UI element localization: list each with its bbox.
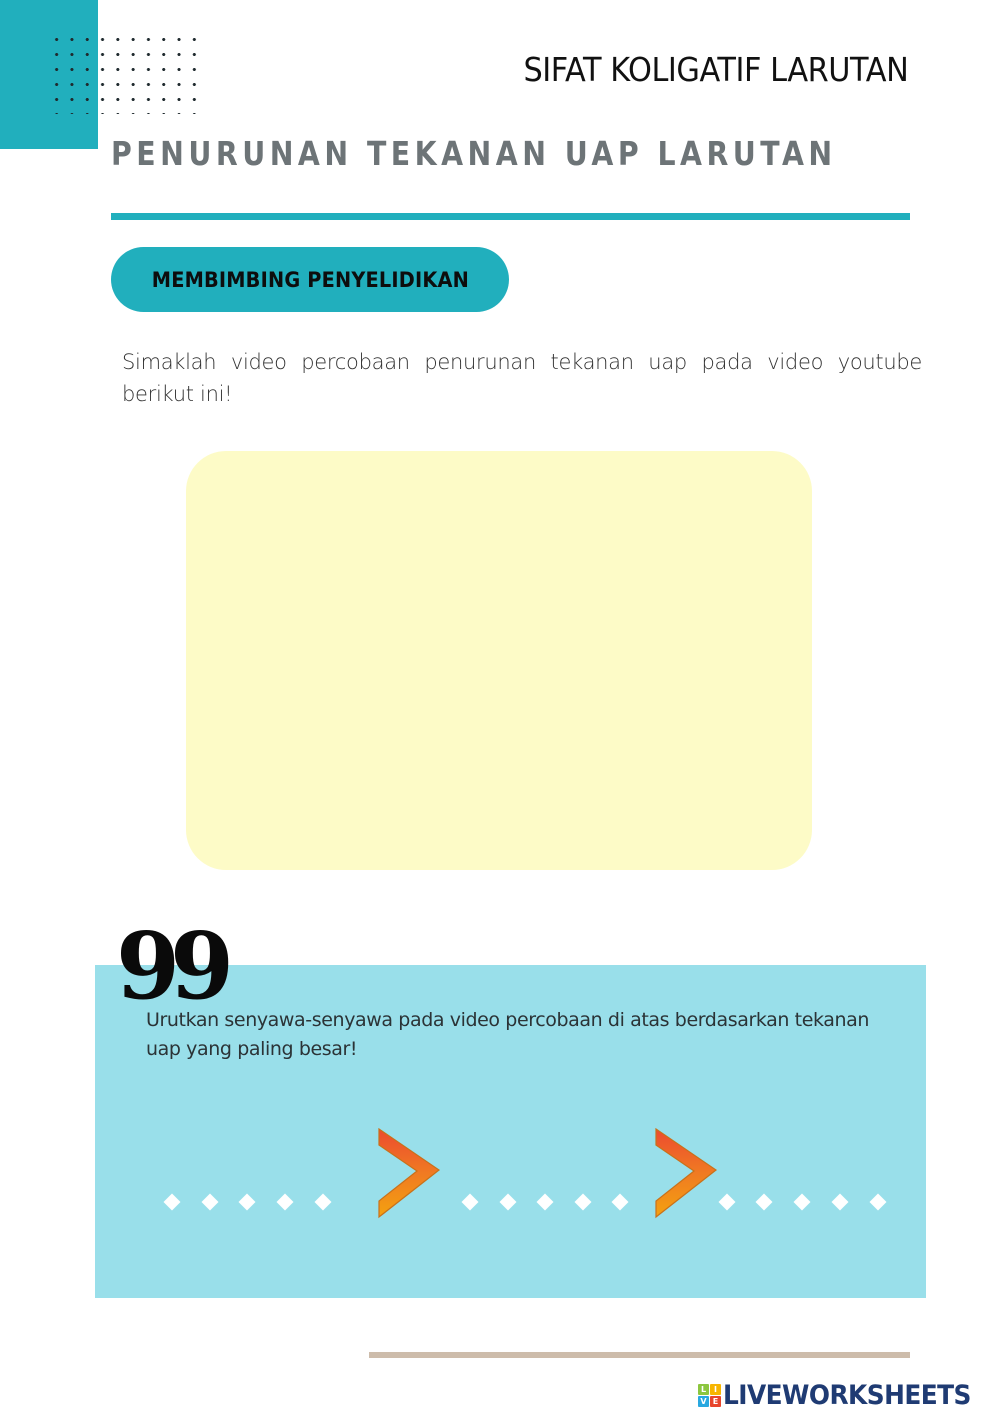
heading-divider [111,213,910,220]
dot-diamond [239,1194,256,1211]
section-badge [111,247,509,312]
dot-diamond [537,1194,554,1211]
dot-diamond [462,1194,479,1211]
greater-than-chevron-icon [377,1127,441,1219]
subject-title: SIFAT KOLIGATIF LARUTAN [523,50,908,89]
answer-slot-2[interactable] [458,1190,638,1214]
video-embed-placeholder[interactable] [186,451,812,870]
brand-icon-letter-e: E [710,1396,721,1407]
task-instruction: Urutkan senyawa-senyawa pada video percobaan di atas berdasarkan tekanan uap yang paling besar! [146,1009,870,1060]
live-blocks-icon [698,1384,721,1407]
brand-icon-letter-i: I [710,1384,721,1395]
dot-diamond [612,1194,629,1211]
brand-icon-letter-v: V [698,1396,709,1407]
dot-diamond [277,1194,294,1211]
dot-diamond [164,1194,181,1211]
answer-slot-3[interactable] [715,1190,895,1214]
liveworksheets-logo[interactable] [698,1380,992,1411]
dot-diamond [500,1194,517,1211]
footer-divider [369,1352,910,1358]
greater-than-chevron-icon [654,1127,718,1219]
brand-icon-letter-l: L [698,1384,709,1395]
intro-instruction: Simaklah video percobaan penurunan tekanan uap pada video youtube berikut ini! [122,350,922,406]
dot-diamond [756,1194,773,1211]
dot-diamond [832,1194,849,1211]
dot-diamond [870,1194,887,1211]
dot-diamond [794,1194,811,1211]
quote-icon: 99 [116,912,225,1020]
brand-name: LIVEWORKSHEETS [723,1380,971,1411]
section-badge-label: MEMBIMBING PENYELIDIKAN [151,267,469,292]
dot-diamond [202,1194,219,1211]
answer-slot-1[interactable] [160,1190,340,1214]
dot-grid-decoration [49,32,199,114]
dot-diamond [315,1194,332,1211]
dot-diamond [575,1194,592,1211]
dot-diamond [719,1194,736,1211]
page-title: PENURUNAN TEKANAN UAP LARUTAN [111,134,837,173]
